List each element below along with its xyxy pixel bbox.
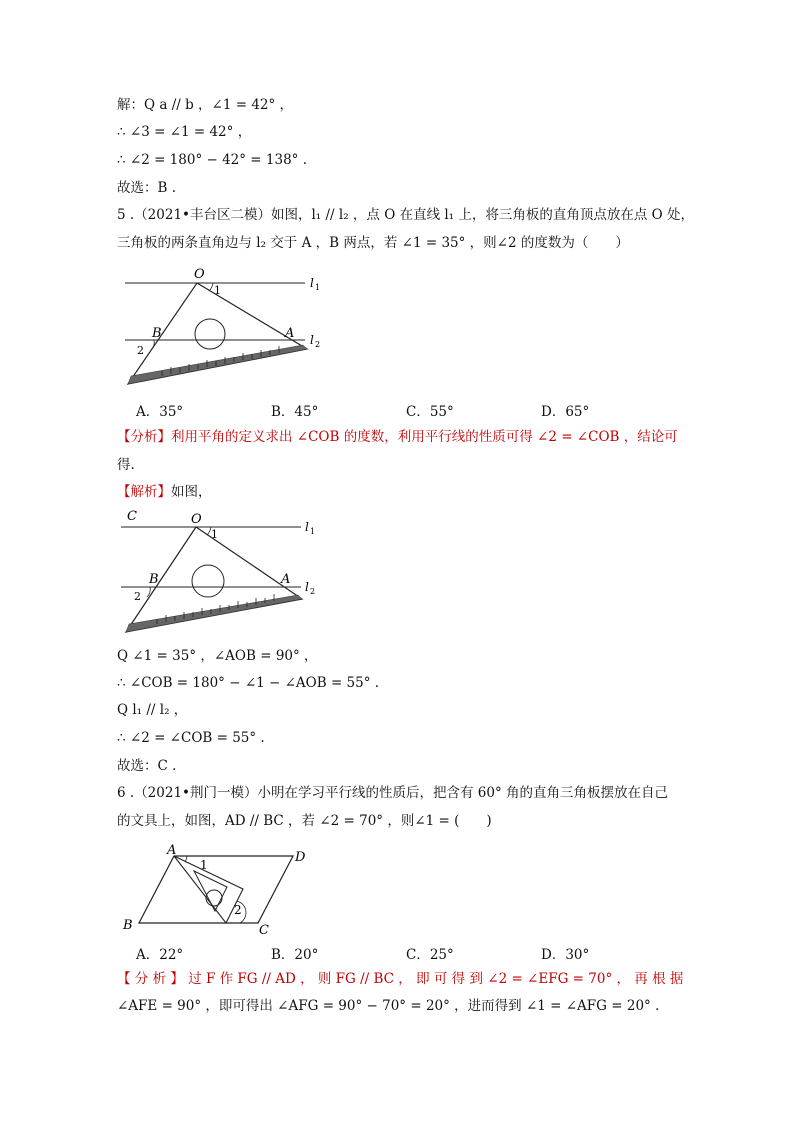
question-6-line: 6 .（2021•荆门一模）小明在学习平行线的性质后，把含有 60° 角的直角三角板摆放在自己 (117, 785, 669, 801)
solution-line: ∴ ∠3 = ∠1 = 42° ， (117, 124, 252, 140)
analysis-line: 得. (117, 457, 135, 473)
label-l2: l (310, 333, 314, 347)
question-5-line: 三角板的两条直角边与 l₂ 交于 A ，B 两点，若 ∠1 = 35° ，则∠2 的度数为（ ） (117, 235, 629, 251)
label-l1: l (305, 520, 309, 534)
label-O: O (194, 267, 205, 282)
option-c: C．25° (406, 947, 454, 963)
answer-line: 故选：B . (117, 180, 177, 196)
question-6-line: 的文具上，如图，AD // BC ，若 ∠2 = 70° ，则∠1 = ( ) (117, 813, 492, 829)
label-l1: l (310, 276, 314, 290)
angle-2-label: 2 (137, 344, 144, 357)
figure-q5 (117, 263, 332, 393)
analysis-line: 【分析】利用平角的定义求出 ∠COB 的度数，利用平行线的性质可得 ∠2 = ∠COB ，结论可 (117, 429, 678, 445)
option-c: C．55° (406, 404, 454, 420)
option-b: B．20° (271, 947, 319, 963)
label-B: B (123, 918, 133, 933)
angle-2-label: 2 (134, 590, 141, 603)
q5-options (136, 400, 676, 420)
label-O: O (191, 512, 202, 527)
label-A: A (281, 572, 291, 587)
analysis-line: 【 分 析 】 过 F 作 FG // AD ， 则 FG // BC ， 即 可 得 到 ∠2 = ∠EFG = 70° ， 再 根 据 (117, 971, 684, 987)
explanation-line: ∴ ∠COB = 180° − ∠1 − ∠AOB = 55° . (117, 675, 380, 691)
option-b: B．45° (271, 404, 319, 420)
label-A: A (285, 326, 295, 341)
label-l1-sub: 1 (310, 527, 316, 536)
option-d: D．30° (541, 947, 590, 963)
analysis-line: ∠AFE = 90° ，即可得出 ∠AFG = 90° − 70° = 20° ，进而得到 ∠1 = ∠AFG = 20° . (117, 998, 660, 1014)
option-d: D．65° (541, 404, 590, 420)
q6-options (136, 943, 676, 963)
solution-line: ∴ ∠2 = 180° − 42° = 138° . (117, 152, 308, 168)
explanation-line: ∴ ∠2 = ∠COB = 55° . (117, 730, 265, 746)
solution-line: 解：Q a // b ，∠1 = 42° ， (117, 97, 294, 113)
explanation-line: Q l₁ // l₂ ， (117, 702, 188, 718)
label-D: D (295, 850, 306, 865)
label-l1-sub: 1 (315, 283, 321, 292)
label-l2: l (305, 580, 309, 594)
label-l2-sub: 2 (315, 340, 321, 349)
answer-line: 故选：C . (117, 758, 177, 774)
figure-q6 (117, 842, 317, 934)
figure-q5-solution (117, 503, 332, 638)
label-B: B (149, 572, 159, 587)
angle-2-label: 2 (234, 903, 242, 917)
label-B: B (152, 326, 162, 341)
explanation-heading: 【解析】如图， (117, 484, 212, 500)
label-C: C (127, 509, 137, 524)
label-l2-sub: 2 (310, 587, 316, 596)
option-a: A．22° (136, 947, 184, 963)
angle-1-label: 1 (214, 284, 221, 297)
explanation-text: 如图， (171, 484, 212, 500)
label-A: A (167, 843, 177, 858)
option-a: A．35° (136, 404, 184, 420)
label-C: C (259, 923, 269, 934)
angle-1-label: 1 (200, 858, 208, 872)
question-5-line: 5 .（2021•丰台区二模）如图，l₁ // l₂ ，点 O 在直线 l₁ 上，将三角板的直角顶点放在点 O 处， (117, 207, 695, 223)
explanation-line: Q ∠1 = 35° ，∠AOB = 90° ， (117, 648, 318, 664)
angle-1-label: 1 (211, 528, 218, 541)
